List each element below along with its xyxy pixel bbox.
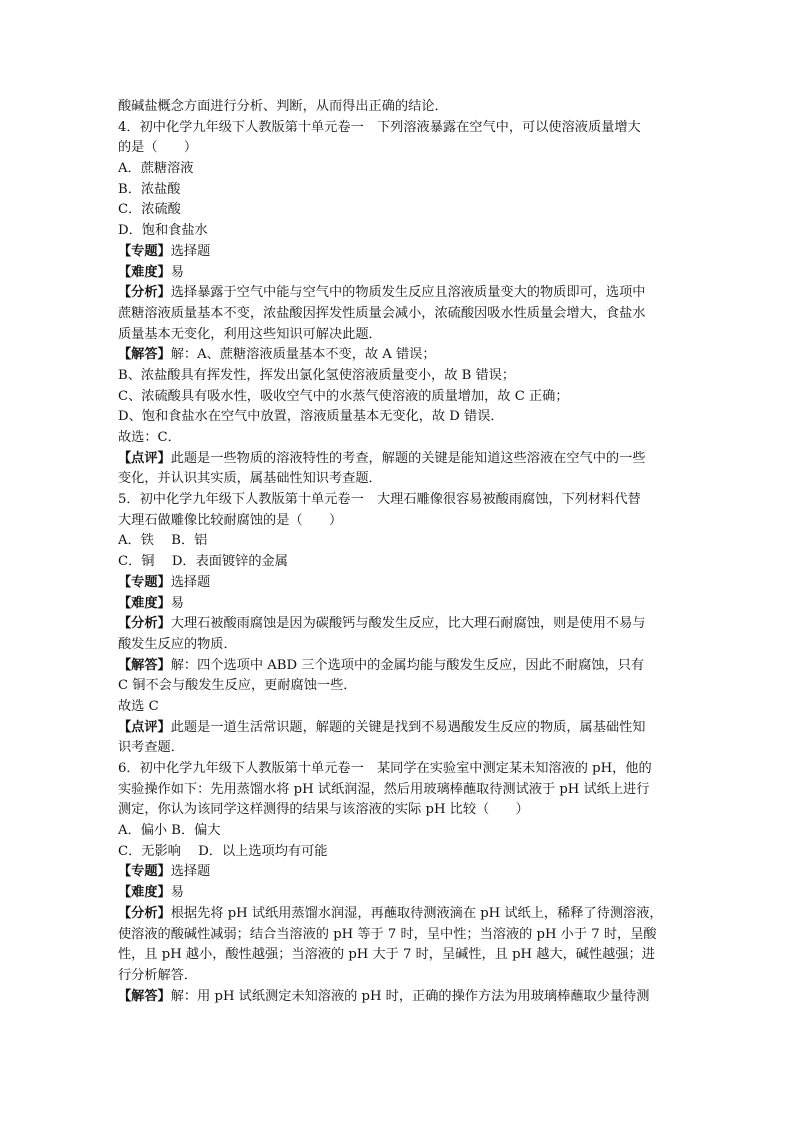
line-text: 选择题 xyxy=(170,864,211,880)
text-line xyxy=(118,97,678,118)
text-line xyxy=(118,656,678,677)
text-line xyxy=(118,987,678,1008)
text-line xyxy=(118,718,678,739)
text-line xyxy=(118,325,678,346)
text-line xyxy=(118,490,678,511)
line-text: 使溶液的酸碱性减弱；结合当溶液的 pH 等于 7 时，呈中性；当溶液的 pH 小于 7 时，呈酸 xyxy=(118,926,657,942)
section-tag: 【分析】 xyxy=(118,285,171,301)
section-tag: 【专题】 xyxy=(118,243,171,259)
line-text: 识考查题． xyxy=(118,740,184,756)
text-line xyxy=(118,552,678,573)
line-text: 解：A、蔗糖溶液质量基本不变，故 A 错误； xyxy=(170,347,436,363)
line-text: 5．初中化学九年级下人教版第十单元卷一 大理石雕像很容易被酸雨腐蚀，下列材料代替 xyxy=(118,492,641,508)
text-line xyxy=(118,511,678,532)
text-line xyxy=(118,904,678,925)
text-line xyxy=(118,594,678,615)
section-tag: 【难度】 xyxy=(118,595,171,611)
line-text: 易 xyxy=(170,885,184,901)
section-tag: 【分析】 xyxy=(118,905,171,921)
section-tag: 【解答】 xyxy=(118,347,171,363)
text-line xyxy=(118,676,678,697)
section-tag: 【解答】 xyxy=(118,988,171,1004)
text-line xyxy=(118,283,678,304)
section-tag: 【专题】 xyxy=(118,864,171,880)
line-text: 6．初中化学九年级下人教版第十单元卷一 某同学在实验室中测定某未知溶液的 pH，他的 xyxy=(118,761,652,776)
line-text: 选择题 xyxy=(170,243,211,259)
text-line xyxy=(118,800,678,821)
text-line xyxy=(118,118,678,139)
text-line xyxy=(118,780,678,801)
text-line xyxy=(118,428,678,449)
line-text: 质量基本无变化，利用这些知识可解决此题． xyxy=(118,326,382,342)
text-line xyxy=(118,200,678,221)
text-line xyxy=(118,345,678,366)
section-tag: 【解答】 xyxy=(118,657,171,673)
text-line xyxy=(118,138,678,159)
line-text: 酸碱盐概念方面进行分析、判断，从而得出正确的结论． xyxy=(118,99,448,114)
text-line xyxy=(118,966,678,987)
line-text: 选择题 xyxy=(170,574,211,590)
text-line xyxy=(118,531,678,552)
line-text: D．饱和食盐水 xyxy=(118,223,208,239)
line-text: C 铜不会与酸发生反应，更耐腐蚀一些． xyxy=(118,678,357,694)
line-text: C．铜 D．表面镀锌的金属 xyxy=(118,554,288,570)
text-line xyxy=(118,242,678,263)
text-line xyxy=(118,573,678,594)
line-text: C、浓硫酸具有吸水性，吸收空气中的水蒸气使溶液的质量增加，故 C 正确； xyxy=(118,388,569,404)
line-text: 4．初中化学九年级下人教版第十单元卷一 下列溶液暴露在空气中，可以使溶液质量增大 xyxy=(118,119,641,135)
text-line xyxy=(118,304,678,325)
document-body xyxy=(118,97,678,1007)
text-line xyxy=(118,883,678,904)
text-line xyxy=(118,387,678,408)
line-text: 此题是一道生活常识题，解题的关键是找到不易遇酸发生反应的物质，属基础性知 xyxy=(170,719,646,735)
section-tag: 【分析】 xyxy=(118,616,171,632)
line-text: D、饱和食盐水在空气中放置，溶液质量基本无变化，故 D 错误． xyxy=(118,409,504,425)
text-line xyxy=(118,614,678,635)
line-text: B．浓盐酸 xyxy=(118,181,181,197)
line-text: C．浓硫酸 xyxy=(118,202,181,218)
line-text: 故选 C xyxy=(118,698,159,714)
line-text: B、浓盐酸具有挥发性，挥发出氯化氢使溶液质量变小，故 B 错误； xyxy=(118,367,516,383)
line-text: A．铁 B．铝 xyxy=(118,533,208,549)
line-text: 选择暴露于空气中能与空气中的物质发生反应且溶液质量变大的物质即可，选项中 xyxy=(170,285,646,301)
text-line xyxy=(118,821,678,842)
text-line xyxy=(118,759,678,780)
text-line xyxy=(118,366,678,387)
text-line xyxy=(118,180,678,201)
line-text: 的是（ ） xyxy=(118,140,198,156)
line-text: 解：用 pH 试纸测定未知溶液的 pH 时，正确的操作方法为用玻璃棒蘸取少量待测 xyxy=(170,988,650,1004)
line-text: 此题是一些物质的溶液特性的考查，解题的关键是能知道这些溶液在空气中的一些 xyxy=(170,450,646,466)
line-text: A．偏小 B．偏大 xyxy=(118,823,221,839)
text-line xyxy=(118,407,678,428)
line-text: 故选：C． xyxy=(118,430,181,445)
section-tag: 【点评】 xyxy=(118,450,171,466)
text-line xyxy=(118,945,678,966)
text-line xyxy=(118,159,678,180)
text-line xyxy=(118,697,678,718)
text-line xyxy=(118,635,678,656)
line-text: A．蔗糖溶液 xyxy=(118,161,194,177)
text-line xyxy=(118,862,678,883)
text-line xyxy=(118,925,678,946)
section-tag: 【点评】 xyxy=(118,719,171,735)
line-text: 易 xyxy=(170,595,184,611)
section-tag: 【难度】 xyxy=(118,885,171,901)
text-line xyxy=(118,221,678,242)
text-line xyxy=(118,738,678,759)
line-text: 测定，你认为该同学这样测得的结果与该溶液的实际 pH 比较（ ） xyxy=(118,802,529,818)
line-text: 行分析解答． xyxy=(118,967,198,983)
line-text: 易 xyxy=(170,264,184,280)
line-text: C．无影响 D．以上选项均有可能 xyxy=(118,843,328,859)
section-tag: 【专题】 xyxy=(118,574,171,590)
line-text: 酸发生反应的物质． xyxy=(118,636,237,652)
line-text: 大理石做雕像比较耐腐蚀的是（ ） xyxy=(118,512,343,528)
line-text: 实验操作如下：先用蒸馏水将 pH 试纸润湿，然后用玻璃棒蘸取待测试液于 pH 试纸上进行 xyxy=(118,781,650,797)
line-text: 蔗糖溶液质量基本不变，浓盐酸因挥发性质量会减小，浓硫酸因吸水性质量会增大，食盐水 xyxy=(118,305,646,321)
section-tag: 【难度】 xyxy=(118,264,171,280)
line-text: 大理石被酸雨腐蚀是因为碳酸钙与酸发生反应，比大理石耐腐蚀，则是使用不易与 xyxy=(170,616,646,632)
line-text: 性，且 pH 越小，酸性越强；当溶液的 pH 大于 7 时，呈碱性，且 pH 越大，碱性越强；进 xyxy=(118,947,655,963)
text-line xyxy=(118,449,678,470)
line-text: 根据先将 pH 试纸用蒸馏水润湿，再蘸取待测液滴在 pH 试纸上，稀释了待测溶液， xyxy=(170,905,663,921)
text-line xyxy=(118,263,678,284)
line-text: 解：四个选项中 ABD 三个选项中的金属均能与酸发生反应，因此不耐腐蚀，只有 xyxy=(170,657,645,673)
text-line xyxy=(118,842,678,863)
text-line xyxy=(118,469,678,490)
line-text: 变化，并认识其实质，属基础性知识考查题． xyxy=(118,471,382,487)
